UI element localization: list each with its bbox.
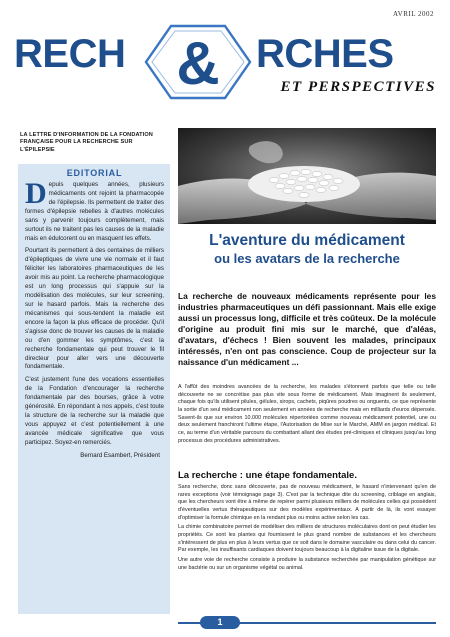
editorial-paragraph-2: Pourtant ils permettent à des centaines de milliers d'épileptiques de vivre une vie normale et il faut féliciter les laboratoires pharmaceutiques de les avoir mis au point. La recherche pharmacologique est un long processus qui s'appuie sur la modélisation des molécules, sur leur screening, sur le hasard parfois. Mais la recherche des mécanismes qui sous-tendent la maladie est encore la façon la plus efficace de procéder. Qu'il s'agisse donc de trouver les causes de la maladie ou d'en gommer les symptômes, c'est la recherche fondamentale qui peut trouver le fil directeur pour aller vers une découverte fondamentale. bbox=[25, 247, 164, 371]
editorial-paragraph-3: C'est justement l'une des vocations essentielles de la Fondation d'encourager la recherche fondamentale par des bourses, grâce à votre générosité. En répondant à nos appels, c'est toute la structure de la recherche sur la maladie que vous appuyez et c'est potentiellement à une avancée médicale significative que vous participez. Soyez-en remerciés. bbox=[25, 376, 164, 446]
editorial-signature: Bernard Esambert, Président bbox=[80, 451, 160, 459]
article-section-paragraph-1: Sans recherche, donc sans découverte, pas de nouveau médicament, le hasard n'intervenant qu'en de rares exceptions (voir témoignage page 3). C'est par la technique dite du screening, criblage en anglais, que les chercheurs vont être à même de repérer parmi plusieurs milliers de molécules celles qui possèdent d'éventuelles vertus thérapeutiques sur des modèles expérimentaux. A partir de là, ils vont essayer d'optimiser la formule chimique en la rendant plus ou moins active selon les cas. bbox=[178, 484, 436, 521]
masthead-word-left: RECH bbox=[14, 32, 126, 76]
article-headline-line-1: L'aventure du médicament bbox=[209, 232, 405, 249]
editorial-title: EDITORIAL bbox=[66, 168, 123, 178]
article-body-section bbox=[178, 484, 436, 574]
article-headline-line-2: ou les avatars de la recherche bbox=[214, 250, 400, 266]
masthead-subtitle: ET PERSPECTIVES bbox=[280, 79, 436, 95]
article-subhead: La recherche : une étape fondamentale. bbox=[178, 470, 357, 481]
ampersand-logo-glyph: & bbox=[176, 30, 220, 97]
editorial-dropcap: D bbox=[25, 177, 47, 210]
editorial-body bbox=[25, 177, 164, 459]
editorial-box bbox=[18, 164, 170, 614]
article-headline bbox=[178, 232, 436, 268]
masthead-word-right: RCHES bbox=[256, 32, 394, 76]
issue-date: AVRIL 2002 bbox=[393, 10, 434, 18]
page-number: 1 bbox=[217, 617, 223, 627]
article-section-paragraph-2: La chimie combinatoire permet de modéliser des milliers de structures moléculaires dont on peut étudier les propriétés. Ce sont les plantes qui fournissent le plus grand nombre de substances et les chercheurs s'intéressent de plus en plus à leurs vertus que ce soit dans le domaine vasculaire ou dans celui du cancer. Par exemple, les insuffisants cardiaques doivent toujours beaucoup à la digitaline issue de la digitale. bbox=[178, 524, 436, 554]
article-lead: La recherche de nouveaux médicaments représente pour les industries pharmaceutiques un défi passionnant. Mais elle exige aussi un processus long, difficile et très coûteux. De la molécule d'origine au produit fini mis sur le marché, que d'aléas, d'avatars, d'échecs ! Bien souvent les malades, principaux intéressés, n'en ont pas conscience. Coup de projecteur sur la naissance d'un médicament ... bbox=[178, 291, 436, 367]
editorial-paragraph-1-text: epuis quelques années, plusieurs médicaments ont rejoint la pharmacopée de l'épilepsie. Ils permettent de traiter des formes d'épilepsie rebelles à d'autres molécules sans y parvenir toujours complètement, mais surtout ils ne traitent pas les causes de la maladie mais en édulcorent ou en masquent les effets. bbox=[25, 181, 164, 242]
article-section-paragraph-3: Une autre voie de recherche consiste à produire la substance recherchée par manipulation génétique sur une bactérie ou sur un organisme végétal ou animal. bbox=[178, 557, 436, 571]
editorial-paragraph-1 bbox=[25, 177, 164, 243]
masthead bbox=[14, 24, 440, 112]
masthead-hexagon-logo bbox=[144, 24, 252, 100]
organization-tagline: LA LETTRE D'INFORMATION DE LA FONDATION FRANÇAISE POUR LA RECHERCHE SUR L'ÉPILEPSIE bbox=[20, 132, 153, 153]
article-body-intro: A l'affût des moindres avancées de la recherche, les malades s'étonnent parfois que telle ou telle découverte ne se concrétise pas plus vite sous forme de médicament. Mais imaginent ils seulement, chaque fois qu'ils utilisent pilules, gélules, sirops, cachets, piqûres poudres ou onguents, ce que représente la sortie d'un seul médicament non seulement en années de recherche mais en milliards d'euros dépensés. Savent-ils que sur environ 10.000 molécules répertoriées comme nouveau médicament potentiel, une ou deux seulement franchiront l'ultime étape, l'Autorisation de Mise sur le Marché, AMM en jargon médical. Et ce, au terme d'un véritable parcours du combattant allant des études pré-cliniques et cliniques jusqu'au long processus des procédures administratives. bbox=[178, 384, 436, 444]
hands-with-pills-photo bbox=[178, 128, 436, 224]
